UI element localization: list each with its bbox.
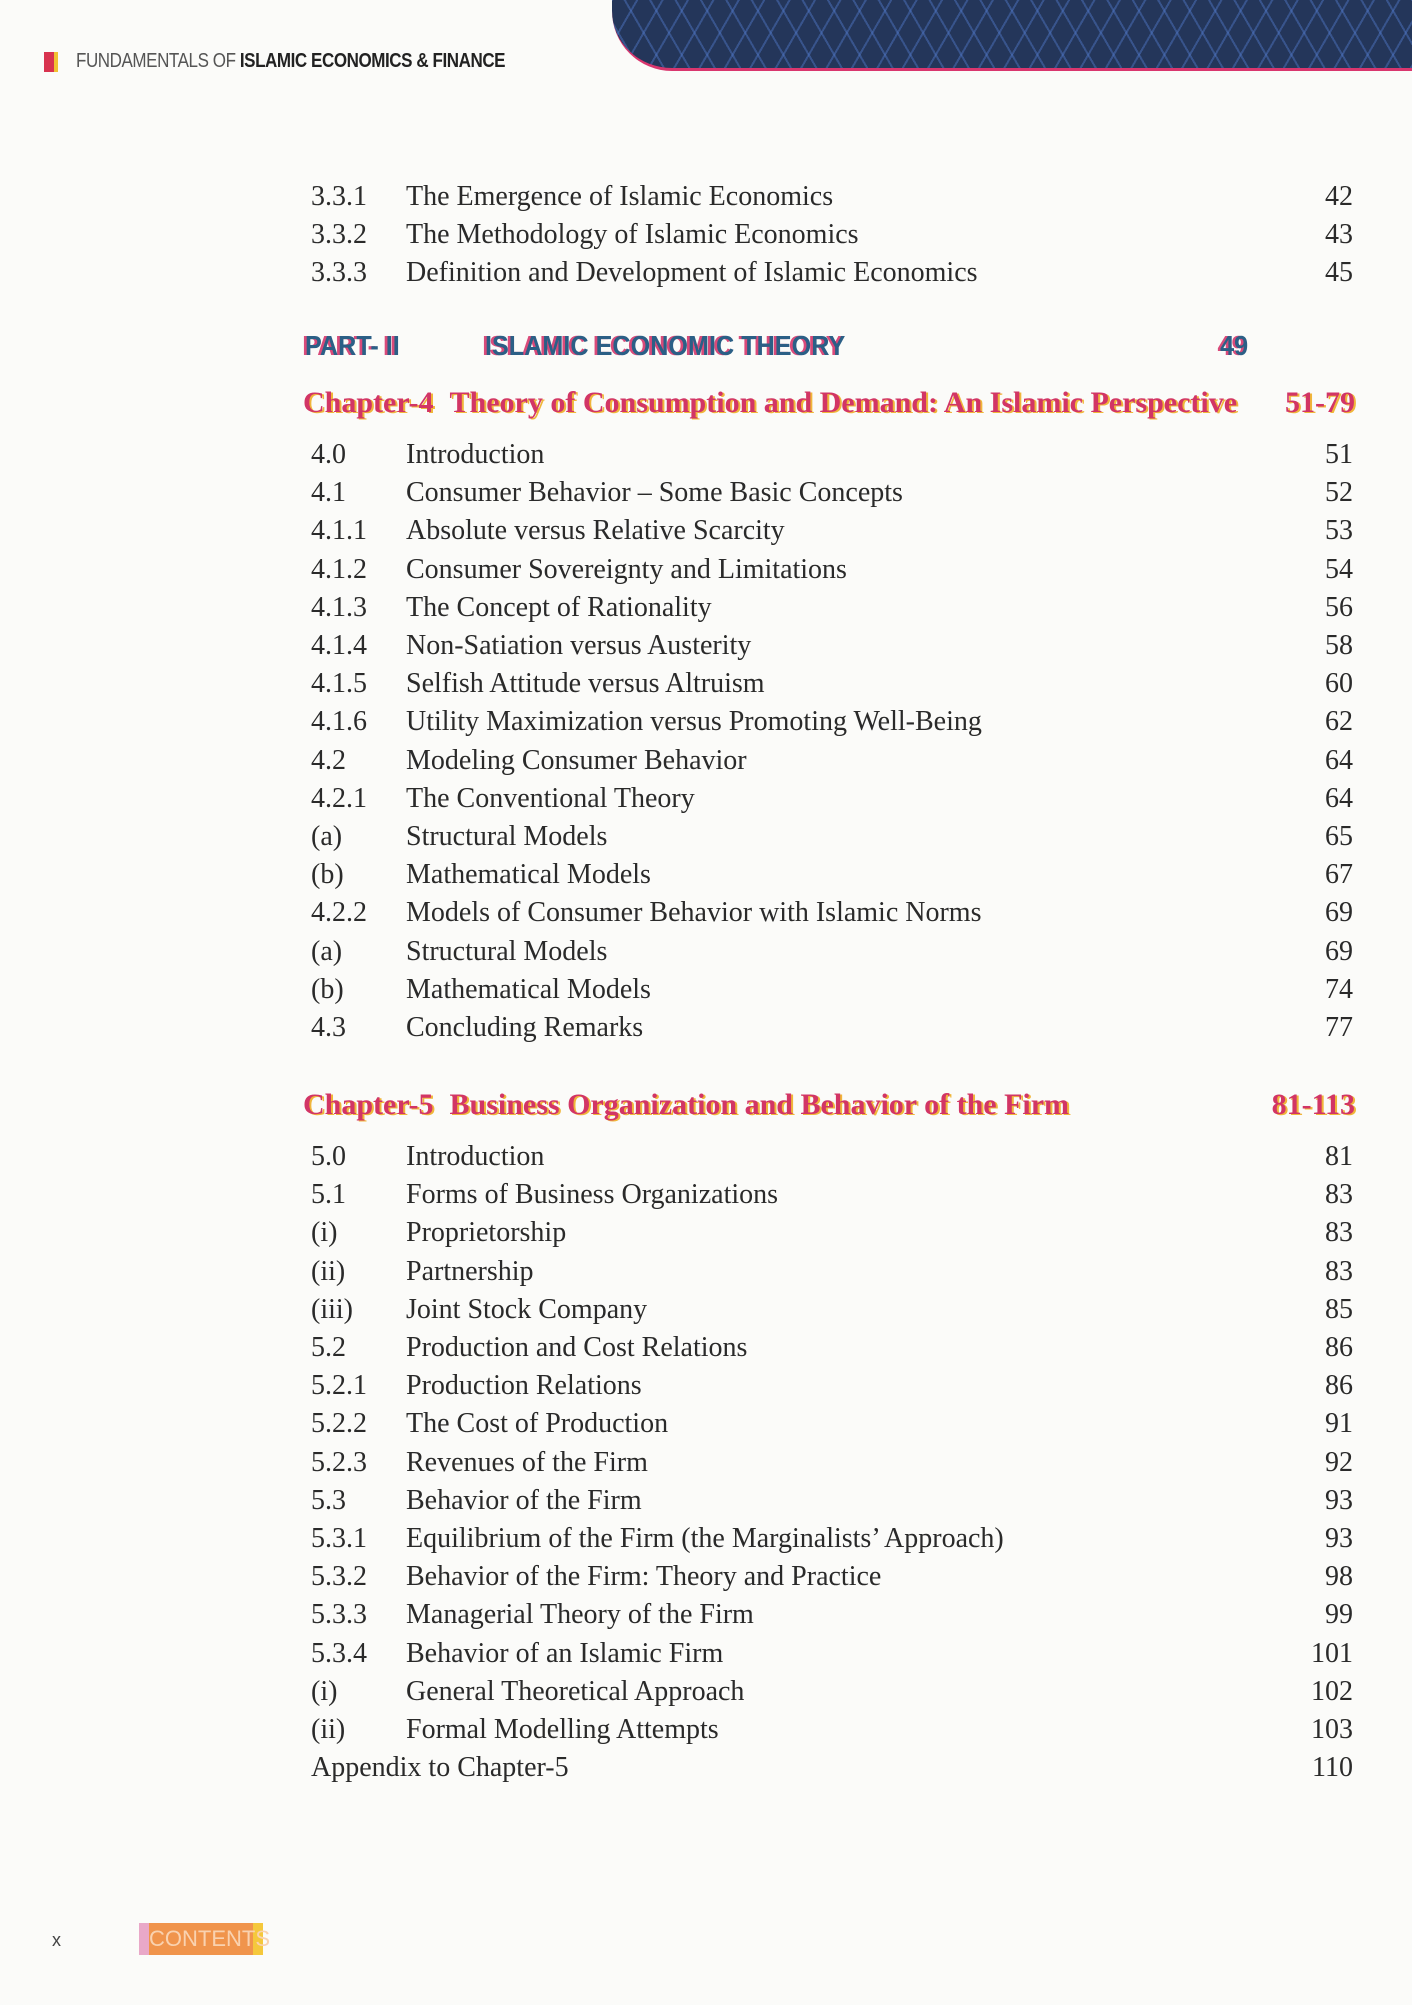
part-page: 49: [1220, 330, 1249, 361]
toc-entry: [311, 1009, 1353, 1047]
entry-title: Consumer Behavior – Some Basic Concepts: [406, 477, 903, 509]
entry-title: Proprietorship: [406, 1217, 567, 1249]
entry-number: 4.2: [311, 744, 346, 776]
toc-entry: [311, 1749, 1353, 1787]
toc-entry: [311, 894, 1353, 932]
chapter-5-heading: [303, 1085, 1355, 1125]
chapter-label: Chapter-5: [303, 1088, 434, 1121]
entry-title: Utility Maximization versus Promoting Well-Being: [406, 706, 982, 738]
entry-number: (iii): [311, 1293, 353, 1325]
entry-title: Joint Stock Company: [406, 1293, 648, 1325]
chapter-label: Chapter-4: [303, 386, 434, 419]
part-title: ISLAMIC ECONOMIC THEORY: [485, 330, 846, 361]
entry-title: Partnership: [406, 1255, 534, 1287]
entry-number: 3.3.2: [311, 219, 367, 251]
entry-title: Concluding Remarks: [406, 1012, 644, 1043]
running-header: [44, 50, 581, 73]
entry-page: 81: [1325, 1141, 1353, 1172]
chapter-pages: 81-113: [1271, 1088, 1355, 1121]
toc-entry: [311, 1367, 1353, 1405]
entry-page: 91: [1325, 1408, 1353, 1440]
entry-number: 5.3.4: [311, 1637, 367, 1669]
toc-entry: [311, 1558, 1353, 1596]
section-label: CONTENTS: [139, 1923, 263, 1955]
entry-number: (b): [311, 859, 344, 891]
toc-entry: [311, 1138, 1353, 1176]
toc-entry: [311, 971, 1353, 1009]
entry-page: 45: [1325, 257, 1353, 289]
toc-entry: [311, 474, 1353, 512]
entry-number: 5.0: [311, 1141, 346, 1172]
entry-number: 5.3.2: [311, 1561, 367, 1593]
entry-page: 64: [1325, 782, 1353, 814]
chapter-4-heading: [303, 383, 1355, 423]
entry-page: 51: [1325, 439, 1353, 470]
entry-title: Behavior of the Firm: [406, 1484, 642, 1516]
toc-entry: [311, 818, 1353, 856]
entry-title: Revenues of the Firm: [406, 1446, 648, 1478]
toc-entry: [311, 436, 1353, 474]
entry-title: Structural Models: [406, 821, 608, 852]
entry-number: 4.1.5: [311, 668, 367, 700]
book-title-bold: ISLAMIC ECONOMICS & FINANCE: [239, 50, 506, 72]
toc-entry: [311, 1405, 1353, 1443]
entry-number: 3.3.3: [311, 257, 367, 289]
entry-number: (i): [311, 1675, 338, 1707]
entry-title: Definition and Development of Islamic Economics: [406, 257, 978, 289]
entry-title: The Conventional Theory: [406, 782, 695, 814]
entry-number: 5.3: [311, 1484, 346, 1516]
toc-entry: [311, 254, 1353, 292]
toc-entry: [311, 178, 1353, 216]
toc-entry: [311, 780, 1353, 818]
toc-entry: [311, 1635, 1353, 1673]
toc-entry: [311, 933, 1353, 971]
entry-title: Managerial Theory of the Firm: [406, 1599, 754, 1631]
entry-title: Non-Satiation versus Austerity: [406, 630, 752, 661]
entry-title: Absolute versus Relative Scarcity: [406, 515, 785, 547]
entry-title: Forms of Business Organizations: [406, 1179, 779, 1211]
entry-number: 4.2.1: [311, 782, 367, 814]
toc-entry: [311, 1329, 1353, 1367]
entry-page: 54: [1325, 553, 1353, 585]
entry-number: 5.2.3: [311, 1446, 367, 1478]
entry-number: (a): [311, 821, 343, 852]
entry-title: The Methodology of Islamic Economics: [406, 219, 859, 251]
entry-number: 4.1.6: [311, 706, 367, 738]
toc-entry: [311, 665, 1353, 703]
entry-title: Selfish Attitude versus Altruism: [406, 668, 765, 700]
entry-number: 5.2: [311, 1332, 346, 1363]
entry-page: 102: [1311, 1675, 1353, 1707]
part-label: PART- II: [305, 330, 400, 361]
entry-number: 4.1: [311, 477, 346, 509]
entry-number: (ii): [311, 1255, 346, 1287]
entry-number: 5.3.3: [311, 1599, 367, 1631]
entry-title: Models of Consumer Behavior with Islamic Norms: [406, 897, 982, 929]
toc-entry: [311, 1291, 1353, 1329]
entry-page: 99: [1325, 1599, 1353, 1631]
entry-number: 5.1: [311, 1179, 346, 1211]
toc-entry: [311, 627, 1353, 665]
entry-number: (b): [311, 973, 344, 1005]
entry-page: 62: [1325, 706, 1353, 738]
entry-page: 110: [1312, 1752, 1353, 1784]
entry-page: 77: [1325, 1012, 1353, 1043]
entry-page: 53: [1325, 515, 1353, 547]
entry-page: 60: [1325, 668, 1353, 700]
toc-entry: [311, 512, 1353, 550]
entry-title: Production Relations: [406, 1370, 642, 1402]
entry-number: 5.3.1: [311, 1523, 367, 1554]
entry-number: 4.1.3: [311, 591, 367, 623]
entry-number: 4.1.2: [311, 553, 367, 585]
entry-title: Formal Modelling Attempts: [406, 1714, 719, 1745]
part-heading: [305, 330, 1248, 362]
entry-page: 52: [1325, 477, 1353, 509]
entry-page: 85: [1325, 1293, 1353, 1325]
book-title-light: FUNDAMENTALS OF: [76, 50, 240, 72]
entry-number: 5.2.2: [311, 1408, 367, 1440]
entry-page: 92: [1325, 1446, 1353, 1478]
entry-title: Mathematical Models: [406, 973, 651, 1005]
chapter-title: Business Organization and Behavior of the Firm: [449, 1088, 1070, 1121]
entry-number: 4.2.2: [311, 897, 367, 929]
entry-page: 42: [1325, 181, 1353, 212]
entry-page: 86: [1325, 1370, 1353, 1402]
entry-page: 67: [1325, 859, 1353, 891]
entry-title: Mathematical Models: [406, 859, 651, 891]
entry-number: (ii): [311, 1714, 346, 1745]
entry-page: 98: [1325, 1561, 1353, 1593]
toc-entry: [311, 1520, 1353, 1558]
chapter-pages: 51-79: [1285, 386, 1355, 419]
book-title: [76, 50, 505, 73]
toc-entry: [311, 1711, 1353, 1749]
entry-number: (a): [311, 935, 343, 967]
header-mark-icon: [44, 52, 58, 72]
entry-number: 4.0: [311, 439, 346, 470]
entry-page: 56: [1325, 591, 1353, 623]
entry-title: General Theoretical Approach: [406, 1675, 745, 1707]
entry-page: 93: [1325, 1484, 1353, 1516]
entry-page: 69: [1325, 935, 1353, 967]
entry-page: 83: [1325, 1179, 1353, 1211]
entry-title: Appendix to Chapter-5: [311, 1752, 569, 1784]
entry-page: 58: [1325, 630, 1353, 661]
entry-title: Production and Cost Relations: [406, 1332, 748, 1363]
entry-page: 83: [1325, 1217, 1353, 1249]
entry-title: Behavior of an Islamic Firm: [406, 1637, 724, 1669]
entry-title: Modeling Consumer Behavior: [406, 744, 747, 776]
entry-page: 93: [1325, 1523, 1353, 1554]
toc-entry: [311, 742, 1353, 780]
entry-page: 101: [1311, 1637, 1353, 1669]
entry-page: 74: [1325, 973, 1353, 1005]
entry-page: 65: [1325, 821, 1353, 852]
toc-entry: [311, 1673, 1353, 1711]
entry-title: Consumer Sovereignty and Limitations: [406, 553, 847, 585]
entry-page: 64: [1325, 744, 1353, 776]
toc-entry: [311, 551, 1353, 589]
entry-number: 3.3.1: [311, 181, 367, 212]
entry-title: The Concept of Rationality: [406, 591, 712, 623]
entry-title: Equilibrium of the Firm (the Marginalists’ Approach): [406, 1523, 1004, 1554]
entry-title: Behavior of the Firm: Theory and Practice: [406, 1561, 882, 1593]
entry-page: 86: [1325, 1332, 1353, 1363]
entry-number: 5.2.1: [311, 1370, 367, 1402]
toc-entry: [311, 216, 1353, 254]
toc-entry: [311, 1176, 1353, 1214]
entry-page: 83: [1325, 1255, 1353, 1287]
toc-entry: [311, 589, 1353, 627]
entry-number: 4.3: [311, 1012, 346, 1043]
entry-title: Structural Models: [406, 935, 608, 967]
toc-entry: [311, 703, 1353, 741]
header-banner: [612, 0, 1412, 71]
entry-number: 4.1.1: [311, 515, 367, 547]
toc-entry: [311, 1482, 1353, 1520]
entry-title: The Emergence of Islamic Economics: [406, 181, 834, 212]
chapter-title: Theory of Consumption and Demand: An Islamic Perspective: [449, 386, 1238, 419]
entry-title: Introduction: [406, 439, 545, 470]
entry-page: 103: [1311, 1714, 1353, 1745]
entry-page: 43: [1325, 219, 1353, 251]
toc-entry: [311, 1596, 1353, 1634]
toc-entry: [311, 1444, 1353, 1482]
entry-number: (i): [311, 1217, 338, 1249]
toc-entry: [311, 1253, 1353, 1291]
entry-number: 4.1.4: [311, 630, 367, 661]
entry-page: 69: [1325, 897, 1353, 929]
entry-title: The Cost of Production: [406, 1408, 669, 1440]
toc-entry: [311, 1214, 1353, 1252]
entry-title: Introduction: [406, 1141, 545, 1172]
page-number: x: [52, 1930, 61, 1950]
toc-entry: [311, 856, 1353, 894]
